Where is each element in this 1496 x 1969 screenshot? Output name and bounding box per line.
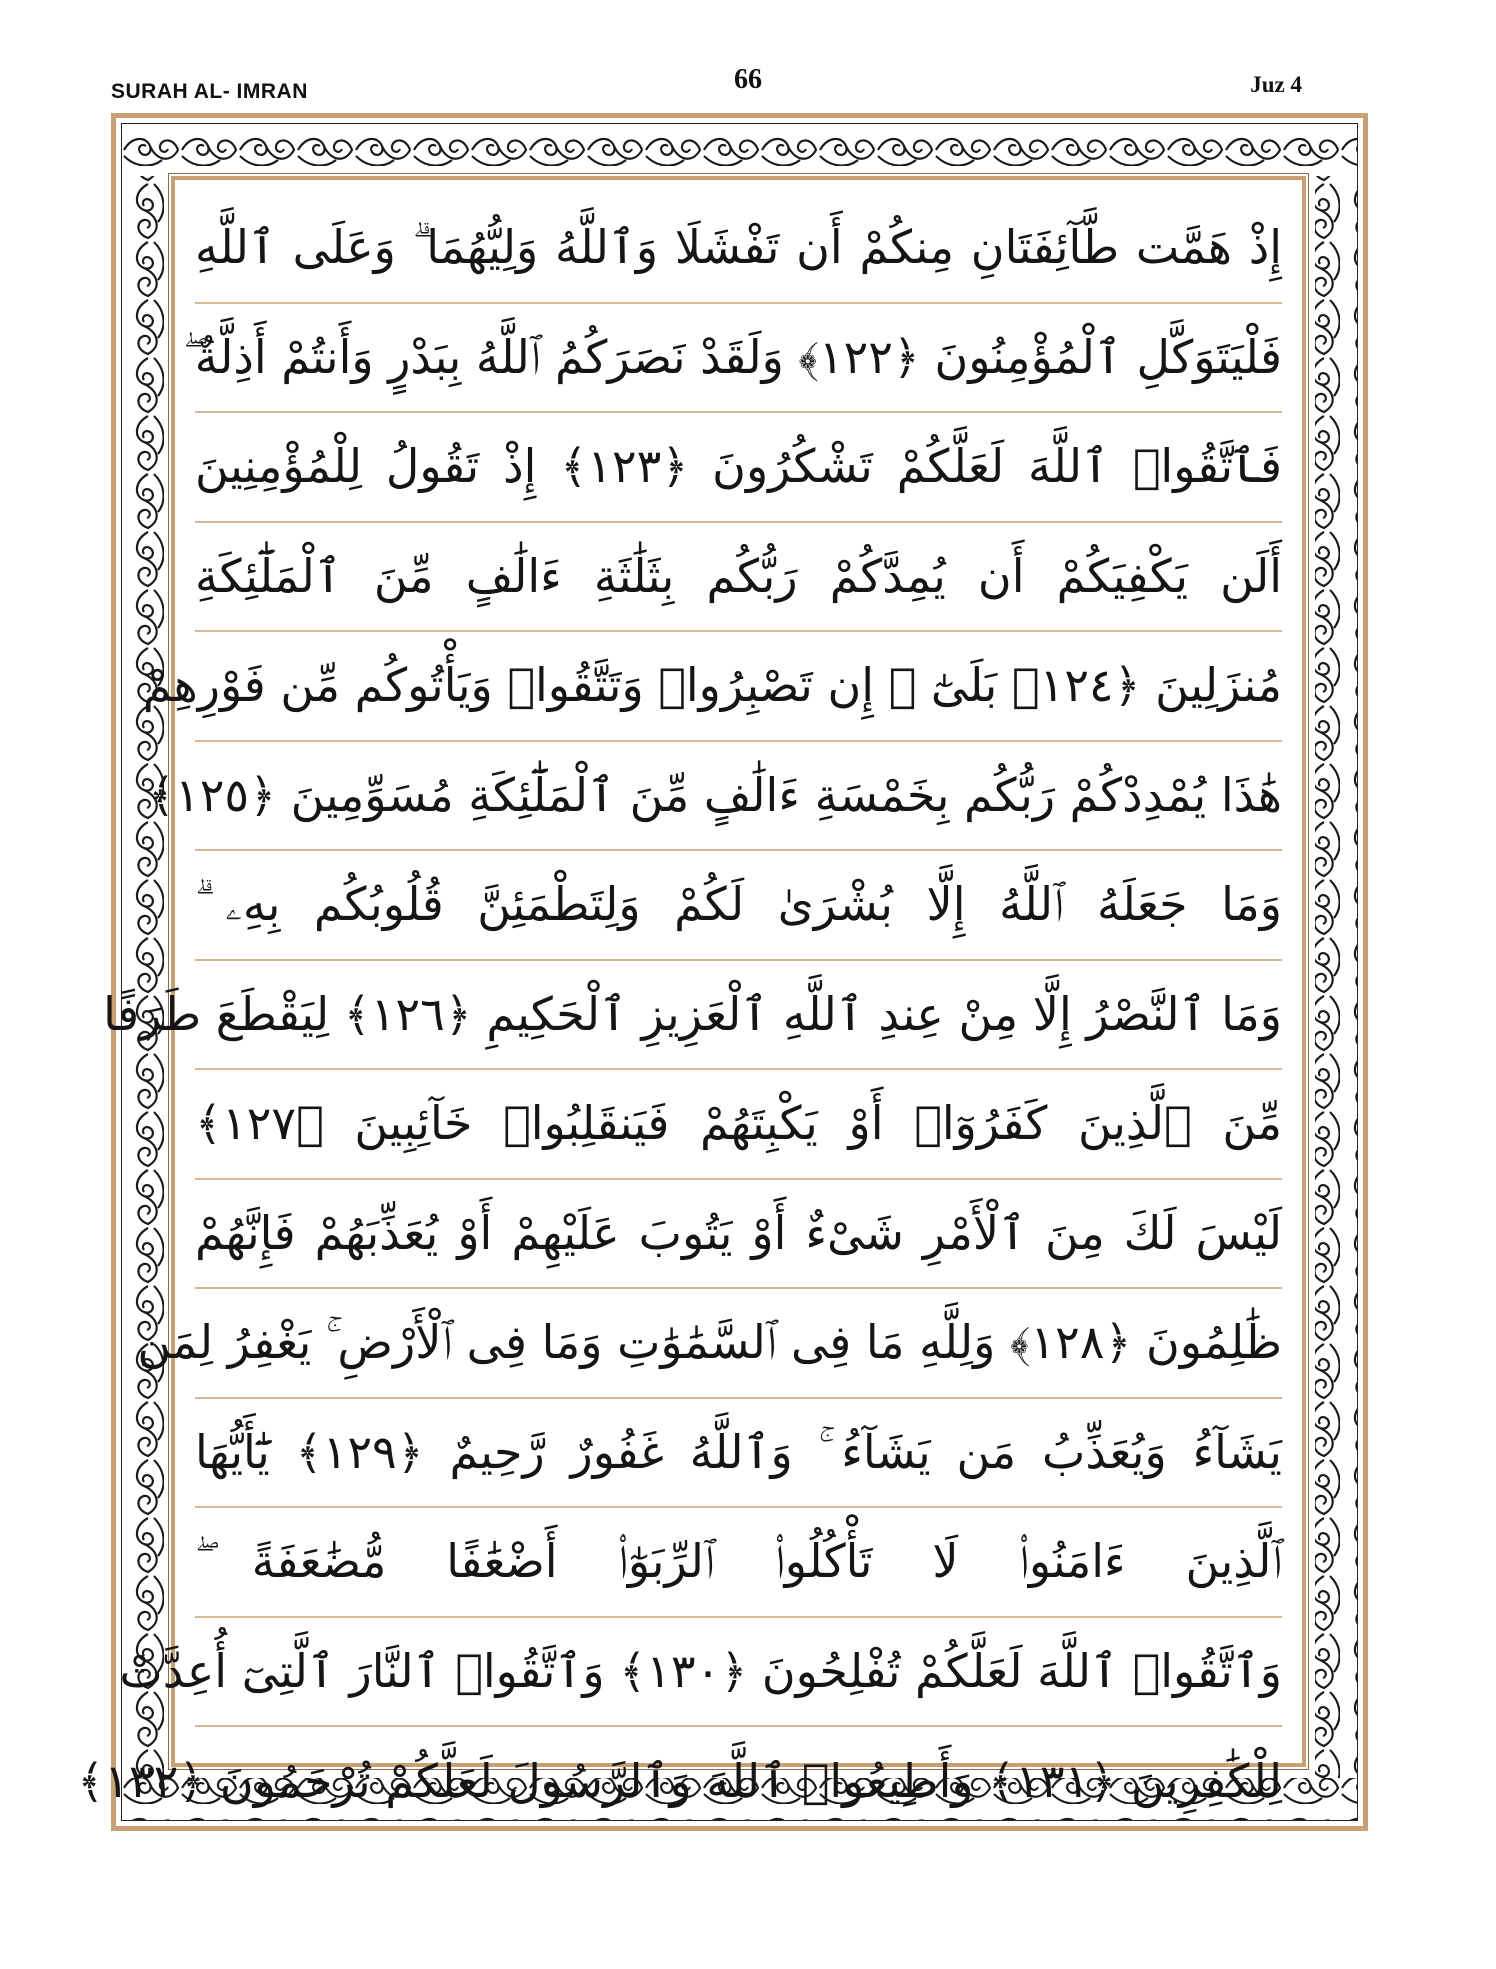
verse-line (195, 1070, 1282, 1180)
verse-line-text: إِذْ هَمَّت طَّآئِفَتَانِ مِنكُمْ أَن تَفْشَلَا وَٱللَّهُ وَلِيُّهُمَا ۗ وَعَلَى ٱللَّهِ (195, 220, 1282, 275)
verse-line (148, 742, 1282, 852)
verse-line-text: فَٱتَّقُوا۟ ٱللَّهَ لَعَلَّكُمْ تَشْكُرُونَ ﴿١٢٣﴾ إِذْ تَقُولُ لِلْمُؤْمِنِينَ (195, 439, 1282, 494)
verse-line (77, 1727, 1282, 1837)
juz-label: Juz 4 (1250, 72, 1302, 97)
verse-line (195, 413, 1282, 523)
verse-line (142, 632, 1282, 742)
verse-line-text: وَٱتَّقُوا۟ ٱللَّهَ لَعَلَّكُمْ تُفْلِحُونَ ﴿١٣٠﴾ وَٱتَّقُوا۟ ٱلنَّارَ ٱلَّتِىٓ أُعِدَّتْ (119, 1643, 1282, 1698)
verse-line-text: يَشَآءُ وَيُعَذِّبُ مَن يَشَآءُ ۚ وَٱللَّهُ غَفُورٌ رَّحِيمٌ ﴿١٢٩﴾ يَٰٓأَيُّهَا (195, 1424, 1282, 1479)
verse-line-text: فَلْيَتَوَكَّلِ ٱلْمُؤْمِنُونَ ﴿١٢٢﴾ وَلَقَدْ نَصَرَكُمُ ٱللَّهُ بِبَدْرٍ وَأَنتُمْ أَذِلَّةٌ ۖ (183, 329, 1282, 384)
verse-line-text: مُنزَلِينَ ﴿١٢٤﴾ بَلَىٰٓ ۚ إِن تَصْبِرُوا۟ وَتَتَّقُوا۟ وَيَأْتُوكُم مِّن فَوْرِهِمْ (142, 658, 1282, 713)
verse-line (183, 304, 1282, 414)
verse-line (103, 961, 1282, 1071)
verse-line (195, 851, 1282, 961)
surah-title: SURAH AL- IMRAN (111, 80, 308, 103)
verse-line-text: مِّنَ ٱلَّذِينَ كَفَرُوٓا۟ أَوْ يَكْبِتَهُمْ فَيَنقَلِبُوا۟ خَآئِبِينَ ﴿١٢٧﴾ (195, 1096, 1282, 1151)
page-number: 66 (734, 64, 762, 95)
verse-line-text: وَمَا جَعَلَهُ ٱللَّهُ إِلَّا بُشْرَىٰ لَكُمْ وَلِتَطْمَئِنَّ قُلُوبُكُم بِهِۦ ۗ (195, 877, 1282, 932)
text-panel (77, 176, 1306, 1809)
verse-line (137, 1289, 1282, 1399)
verse-line-text: لِلْكَٰفِرِينَ ﴿١٣١﴾ وَأَطِيعُوا۟ ٱللَّهَ وَٱلرَّسُولَ لَعَلَّكُمْ تُرْحَمُونَ ﴿١٣٢﴾ (77, 1754, 1282, 1809)
verse-line-text: ظَٰلِمُونَ ﴿١٢٨﴾ وَلِلَّهِ مَا فِى ٱلسَّمَٰوَٰتِ وَمَا فِى ٱلْأَرْضِ ۚ يَغْفِرُ لِمَن (137, 1315, 1282, 1370)
verse-line-text: أَلَن يَكْفِيَكُمْ أَن يُمِدَّكُمْ رَبُّكُم بِثَلَٰثَةِ ءَالَٰفٍ مِّنَ ٱلْمَلَٰٓئِكَةِ (195, 548, 1282, 603)
verse-line-text: هَٰذَا يُمْدِدْكُمْ رَبُّكُم بِخَمْسَةِ ءَالَٰفٍ مِّنَ ٱلْمَلَٰٓئِكَةِ مُسَوِّمِينَ ﴿١٢٥﴾ (148, 767, 1282, 822)
verse-line (119, 1618, 1282, 1728)
verse-line-text: ٱلَّذِينَ ءَامَنُوا۟ لَا تَأْكُلُوا۟ ٱلرِّبَوٰٓا۟ أَضْعَٰفًا مُّضَٰعَفَةً ۖ (195, 1534, 1282, 1589)
verse-line-text: وَمَا ٱلنَّصْرُ إِلَّا مِنْ عِندِ ٱللَّهِ ٱلْعَزِيزِ ٱلْحَكِيمِ ﴿١٢٦﴾ لِيَقْطَعَ طَرَفًا (103, 986, 1282, 1041)
verse-line (195, 523, 1282, 633)
page-header (0, 60, 1496, 110)
verse-line (195, 1180, 1282, 1290)
verse-line (195, 1399, 1282, 1509)
verse-line-text: لَيْسَ لَكَ مِنَ ٱلْأَمْرِ شَىْءٌ أَوْ يَتُوبَ عَلَيْهِمْ أَوْ يُعَذِّبَهُمْ فَإِنَّهُمْ (195, 1205, 1282, 1260)
verse-line (195, 1508, 1282, 1618)
verse-line (195, 194, 1282, 304)
verse-lines (77, 194, 1282, 1837)
